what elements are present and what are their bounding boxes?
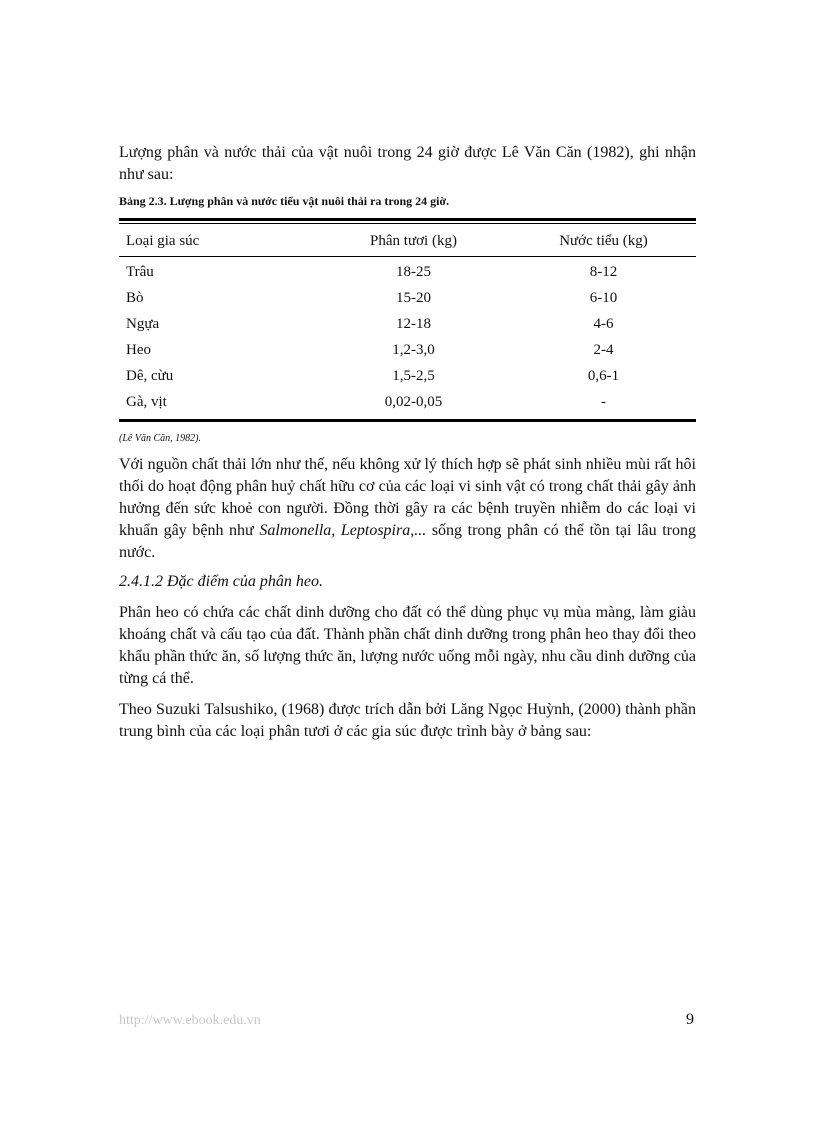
- section-heading: 2.4.1.2 Đặc điểm của phân heo.: [119, 573, 323, 590]
- row-urine: -: [601, 394, 606, 410]
- header-fresh-manure: Phân tươi (kg): [370, 233, 457, 249]
- row-livestock: Bò: [126, 290, 144, 306]
- row-livestock: Dê, cừu: [126, 368, 174, 384]
- row-livestock: Gà, vịt: [126, 394, 167, 410]
- row-fresh-manure: 1,5-2,5: [392, 368, 435, 384]
- row-livestock: Ngựa: [126, 316, 160, 332]
- row-fresh-manure: 1,2-3,0: [392, 342, 435, 358]
- table-row: [119, 311, 696, 337]
- row-fresh-manure: 12-18: [396, 316, 431, 332]
- table-row: [119, 389, 696, 415]
- paragraph-text: Với nguồn chất thải lớn như thế, nếu không xử lý thích hợp sẽ phát sinh nhiều mùi rất hôi thối do hoạt động phân huỷ chất hữu cơ của các loại vi sinh vật có trong chất thải gây ảnh hưởng đến sức khoẻ con người. Đồng thời gây ra các bệnh truyền nhiễm do các loại vi khuẩn gây bệnh như: [119, 456, 696, 539]
- row-fresh-manure: 15-20: [396, 290, 431, 306]
- page-number: 9: [686, 1011, 694, 1028]
- table-bottom-rule: [119, 419, 696, 422]
- row-urine: 0,6-1: [587, 368, 620, 384]
- manure-table: [119, 224, 696, 256]
- table-row: [119, 337, 696, 363]
- paragraph-pig-manure: Phân heo có chứa các chất dinh dưỡng cho đất có thể dùng phục vụ mùa màng, làm giàu khoáng chất và cấu tạo của đất. Thành phần chất dinh dưỡng trong phân heo thay đổi theo khẩu phần thức ăn, số lượng thức ăn, lượng nước uống mỗi ngày, nhu cầu dinh dưỡng của từng cá thể.: [119, 604, 696, 687]
- table-caption: Bảng 2.3. Lượng phân và nước tiểu vật nuôi thải ra trong 24 giờ.: [119, 194, 450, 208]
- table-top-rule: [119, 218, 696, 221]
- header-livestock-type: Loại gia súc: [126, 233, 200, 249]
- row-urine: 2-4: [593, 342, 614, 358]
- manure-table-body: [119, 257, 696, 415]
- table-row: [119, 285, 696, 311]
- table-source: (Lê Văn Căn, 1982).: [119, 433, 201, 444]
- page-content: [119, 142, 696, 743]
- paragraph-text-end: sống trong phân có thể tồn tại lâu trong nước.: [119, 522, 696, 561]
- row-urine: 8-12: [589, 264, 618, 280]
- row-urine: 4-6: [593, 316, 614, 332]
- table-row: [119, 363, 696, 389]
- table-header-row: [119, 224, 696, 256]
- paragraph-waste-impact: [119, 454, 696, 564]
- header-urine: Nước tiểu (kg): [559, 233, 648, 249]
- row-livestock: Trâu: [126, 264, 154, 280]
- row-fresh-manure: 18-25: [396, 264, 431, 280]
- table-row: [119, 257, 696, 285]
- row-urine: 6-10: [589, 290, 618, 306]
- row-livestock: Heo: [126, 342, 151, 358]
- footer-url: http://www.ebook.edu.vn: [119, 1013, 261, 1028]
- intro-paragraph: Lượng phân và nước thải của vật nuôi trong 24 giờ được Lê Văn Căn (1982), ghi nhận như sau:: [119, 144, 696, 183]
- row-fresh-manure: 0,02-0,05: [384, 394, 443, 410]
- pathogen-names: Salmonella, Leptospira,...: [259, 522, 427, 539]
- paragraph-citation: Theo Suzuki Talsushiko, (1968) được trích dẫn bởi Lăng Ngọc Huỳnh, (2000) thành phần trung bình của các loại phân tươi ở các gia súc được trình bày ở bảng sau:: [119, 701, 696, 740]
